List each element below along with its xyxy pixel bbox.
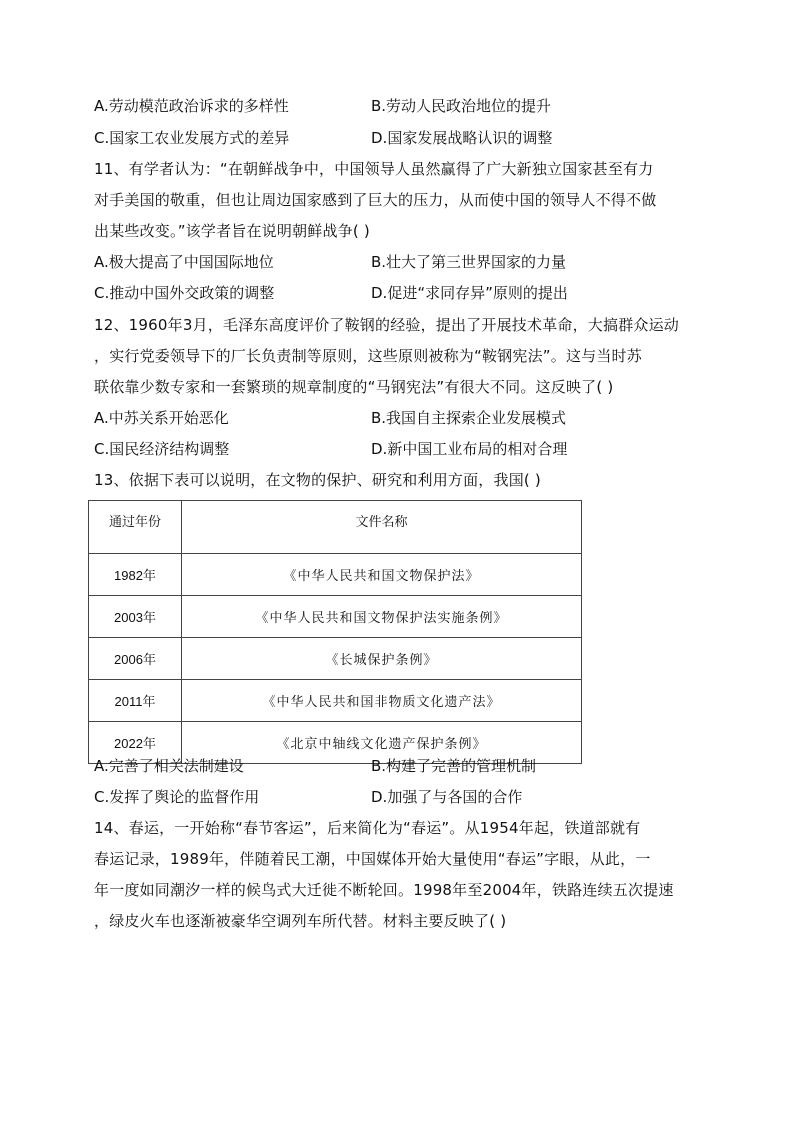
- q13-options-row-1: [94, 756, 714, 776]
- law-documents-table: [88, 500, 582, 764]
- q14-stem-line-1: 14、春运，一开始称“春节客运”，后来简化为“春运”。从1954年起，铁道部就有: [94, 819, 641, 837]
- q14-stem-line-3: 年一度如同潮汐一样的候鸟式大迁徙不断轮回。1998年至2004年，铁路连续五次提速: [94, 881, 674, 899]
- q11-stem-line-1: 11、有学者认为：“在朝鲜战争中，中国领导人虽然赢得了广大新独立国家甚至有力: [94, 160, 654, 178]
- q12-option-a: A.中苏关系开始恶化: [94, 409, 229, 427]
- table-row: [89, 554, 582, 596]
- table-cell-year: 2006年: [89, 638, 182, 680]
- q13-option-b: B.构建了完善的管理机制: [371, 757, 537, 775]
- table-cell-year: 1982年: [89, 554, 182, 596]
- q12-option-c: C.国民经济结构调整: [94, 440, 230, 458]
- q13-option-a: A.完善了相关法制建设: [94, 757, 244, 775]
- q11-options-row-2: [94, 283, 714, 303]
- q11-options-row-1: [94, 252, 714, 272]
- q11-option-b: B.壮大了第三世界国家的力量: [371, 253, 567, 271]
- table-header-row: [89, 501, 582, 554]
- q12-stem-line-1: 12、1960年3月，毛泽东高度评价了鞍钢的经验，提出了开展技术革命，大搞群众运动: [94, 316, 680, 334]
- q10-options-row-1: [94, 96, 714, 116]
- q12-option-d: D.新中国工业布局的相对合理: [371, 440, 568, 458]
- q11-option-c: C.推动中国外交政策的调整: [94, 284, 275, 302]
- q11-stem-line-2: 对手美国的敬重，但也让周边国家感到了巨大的压力，从而使中国的领导人不得不做: [94, 191, 657, 209]
- q13-stem: 13、依据下表可以说明，在文物的保护、研究和利用方面，我国( ): [94, 471, 541, 489]
- q11-stem-line-3: 出某些改变。”该学者旨在说明朝鲜战争( ): [94, 222, 370, 240]
- q12-options-row-1: [94, 408, 714, 428]
- q11-option-d: D.促进“求同存异”原则的提出: [371, 284, 568, 302]
- q13-option-d: D.加强了与各国的合作: [371, 788, 523, 806]
- table-cell-year: 2003年: [89, 596, 182, 638]
- table-header-document: 文件名称: [182, 501, 582, 554]
- table-cell-year: 2011年: [89, 680, 182, 722]
- q10-option-a: A.劳动模范政治诉求的多样性: [94, 97, 289, 115]
- table-header-year: 通过年份: [89, 501, 182, 554]
- q14-stem-line-2: 春运记录，1989年，伴随着民工潮，中国媒体开始大量使用“春运”字眼，从此，一: [94, 850, 651, 868]
- q10-option-d: D.国家发展战略认识的调整: [371, 129, 553, 147]
- q13-option-c: C.发挥了舆论的监督作用: [94, 788, 260, 806]
- q12-option-b: B.我国自主探索企业发展模式: [371, 409, 567, 427]
- table-cell-document: 《长城保护条例》: [182, 638, 582, 680]
- q11-option-a: A.极大提高了中国国际地位: [94, 253, 274, 271]
- table-row: [89, 680, 582, 722]
- q10-option-c: C.国家工农业发展方式的差异: [94, 129, 290, 147]
- q13-options-row-2: [94, 787, 714, 807]
- table-cell-document: 《中华人民共和国非物质文化遗产法》: [182, 680, 582, 722]
- q12-stem-line-3: 联依靠少数专家和一套繁琐的规章制度的“马钢宪法”有很大不同。这反映了( ): [94, 378, 614, 396]
- table-cell-document: 《中华人民共和国文物保护法》: [182, 554, 582, 596]
- table-cell-year: 2022年: [89, 722, 182, 764]
- q10-option-b: B.劳动人民政治地位的提升: [371, 97, 552, 115]
- q14-stem-line-4: ，绿皮火车也逐渐被豪华空调列车所代替。材料主要反映了( ): [94, 912, 507, 930]
- table-cell-document: 《北京中轴线文化遗产保护条例》: [182, 722, 582, 764]
- q12-options-row-2: [94, 439, 714, 459]
- table-cell-document: 《中华人民共和国文物保护法实施条例》: [182, 596, 582, 638]
- q10-options-row-2: [94, 128, 714, 148]
- table-row: [89, 596, 582, 638]
- table-row: [89, 638, 582, 680]
- q12-stem-line-2: ，实行党委领导下的厂长负责制等原则，这些原则被称为“鞍钢宪法”。这与当时苏: [94, 347, 642, 365]
